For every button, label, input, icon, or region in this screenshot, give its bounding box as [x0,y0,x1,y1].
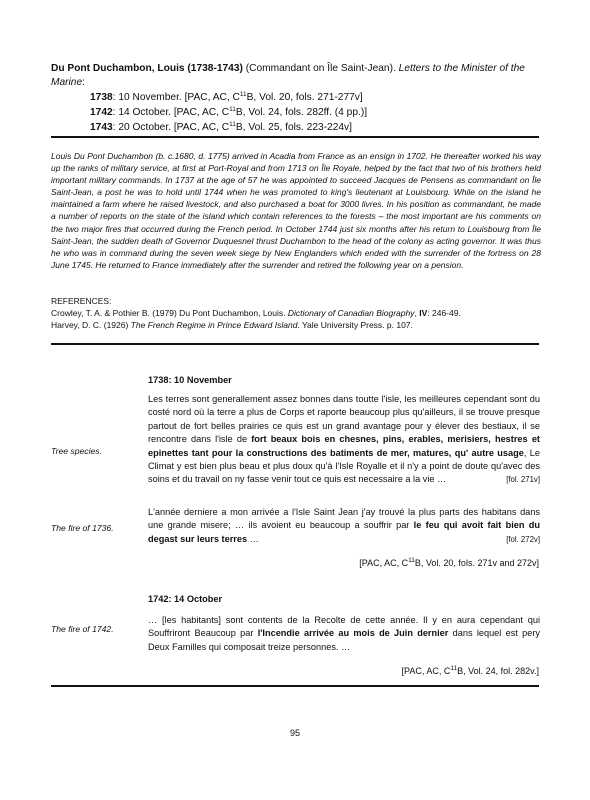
biography: Louis Du Pont Duchambon (b. c.1680, d. 1775) arrived in Acadia from France as an ensign in 1702. He thereafter worked his way up the ranks of military service, at first at Port-Royal and from 1713 on Île Royale, helped by the fact that two of his brothers held important military commands. In 1737 at the age of 57 he was appointed to succeed Jacques de Pensens as commandant on Île Saint-Jean, a post he was to hold until 1744 when he was promoted to king's lieutenant at Louisbourg. While on the island he maintained a farm where he raised livestock, and also purchased a boat for 3000 livres. In his position as commandant, he made a number of reports on the state of the island which contain references to the forests – the most important are his comments on the two major fires that occurred during the French period. In October 1744 just six months after his return to Louisbourg from Île Saint-Jean, the sudden death of Governor Duquesnel thrust Duchambon to the head of the colony as acting governor. It was thus he who was in command during the seven week siege by New Englanders which ended with the surrender of the fortress on 28 June 1745. He returned to France immediately after the surrender and retired the following year on a pension. [51,151,541,270]
divider [51,343,539,345]
folio-ref: [fol. 272v] [506,534,540,544]
excerpt-paragraph: Les terres sont generallement assez bonnes dans toutte l'isle, les meilleures cependant sont du costé nord où la terre a plus de Corps et raporte beaucoup plus qu'ailleurs, il se trouve presque partout de fort belles prairies ce quis est un grand avantage pour y élever des bestiaux, il se rencontre dans l'isle de fort beaux bois en chesnes, pins, erables, merisiers, hestres et epinettes tant pour la constructions des batiments de mer, matures, qu' autre usage, Le Climat y est bien plus beau et plus doux qu'à l'Isle Royalle et il n'y a point de doute qu'avec des soins et du travail on ny fasse venir tout ce quis est necessaire a la vie … [fol. 271v] [148,393,540,487]
divider [51,136,539,138]
section-title: 1742: 14 October [148,594,223,604]
reference-item: Crowley, T. A. & Pothier B. (1979) Du Pont Duchambon, Louis. Dictionary of Canadian Biography, IV: 246-49. [51,308,461,319]
references-heading: REFERENCES: [51,296,112,306]
margin-note: The fire of 1736. [51,523,114,533]
source-item: 1738: 10 November. [PAC, AC, $C^{11}B$, Vol. 20, fols. 271-277v] [90,91,363,103]
source-list [90,90,367,135]
author-name: Du Pont Duchambon, Louis (1738-1743) [51,63,243,74]
section-title: 1738: 10 November [148,375,232,385]
author-role: (Commandant on Île Saint-Jean). [245,63,396,74]
references [51,295,541,332]
reference-item: Harvey, D. C. (1926) The French Regime in Prince Edward Island. Yale University Press. p. 107. [51,320,413,331]
margin-note: The fire of 1742. [51,624,114,634]
excerpt-paragraph: L'année derniere a mon arrivée a l'Isle Saint Jean j'ay trouvé la plus parts des habitans dans une grande misere; … ils avoient eu beaucoup a souffrir par le feu qui avoit fait bien du degast sur leurs terres … [fol. 272v] [148,506,540,546]
citation: [PAC, AC, $C^{11}B$, Vol. 20, fols. 271v and 272v] [359,557,539,568]
source-item: 1743: 20 October. [PAC, AC, $C^{11}B$, Vol. 25, fols. 223-224v] [90,121,352,133]
document-header: Du Pont Duchambon, Louis (1738-1743) (Commandant on Île Saint-Jean). Letters to the Minister of the Marine: [51,63,525,88]
document-subject: Letters to the Minister of the Marine [51,63,525,88]
divider [51,685,539,687]
folio-ref: [fol. 271v] [506,475,540,485]
margin-note: Tree species. [51,446,102,456]
excerpt-paragraph: … [les habitants] sont contents de la Recolte de cette année. Il y en aura cependant qui Souffriront Beaucoup par l'Incendie arrivée au mois de Juin dernier dans lequel est pery Deux Familles qui composait treize personnes. … [148,615,540,652]
citation: [PAC, AC, $C^{11}B$, Vol. 24, fol. 282v.] [401,665,539,676]
source-item: 1742: 14 October. [PAC, AC, $C^{11}B$, Vol. 24, fols. 282ff. (4 pp.)] [90,106,368,118]
page-number: 95 [289,728,300,738]
